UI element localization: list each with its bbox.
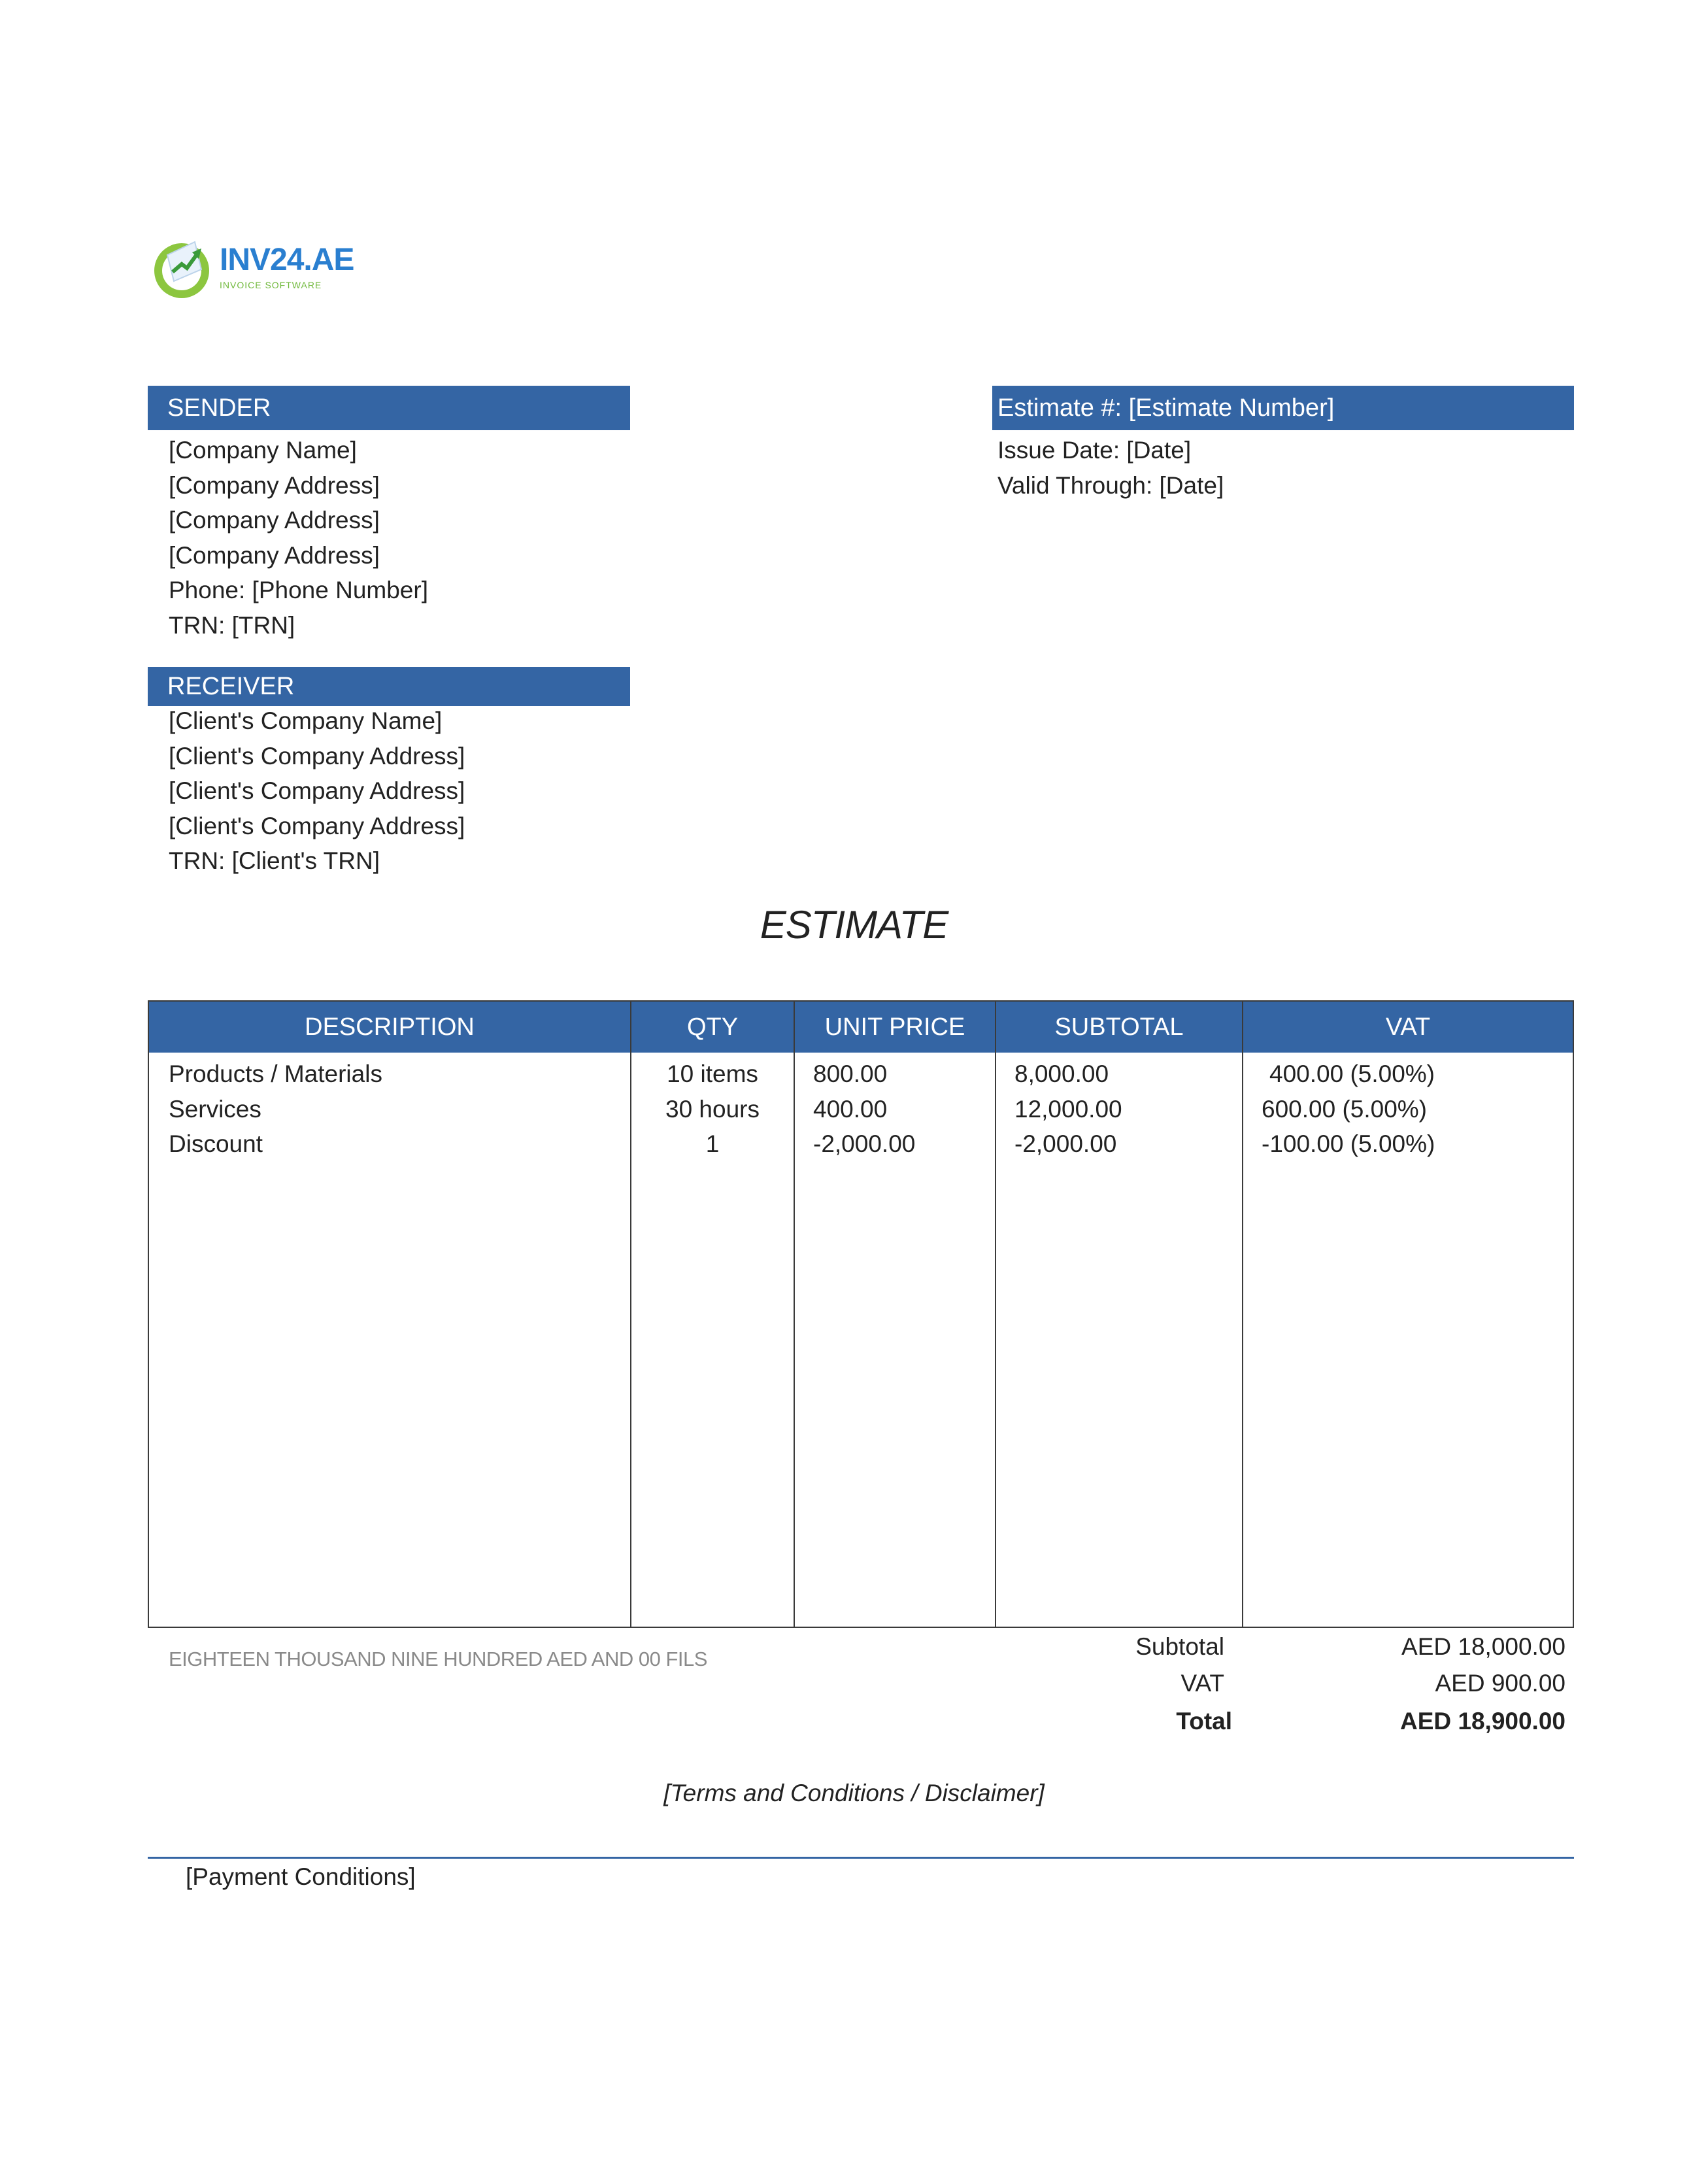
cell-vat: 400.00 (5.00%) bbox=[1269, 1060, 1435, 1087]
vat-value: AED 900.00 bbox=[1435, 1670, 1566, 1697]
payment-conditions: [Payment Conditions] bbox=[186, 1863, 416, 1890]
receiver-company-name: [Client's Company Name] bbox=[169, 707, 443, 734]
sender-heading: SENDER bbox=[148, 386, 630, 430]
items-table bbox=[148, 1000, 1574, 1628]
logo-emblem-icon bbox=[149, 235, 214, 301]
vat-column bbox=[1262, 1057, 1435, 1162]
sender-address-line: [Company Address] bbox=[169, 471, 380, 499]
cell-subtotal: 8,000.00 bbox=[1014, 1060, 1109, 1087]
sender-phone: Phone: [Phone Number] bbox=[169, 577, 428, 603]
document-title: ESTIMATE bbox=[760, 903, 948, 947]
cell-subtotal: -2,000.00 bbox=[1014, 1130, 1117, 1157]
cell-unit-price: -2,000.00 bbox=[813, 1130, 916, 1157]
terms-and-conditions: [Terms and Conditions / Disclaimer] bbox=[663, 1780, 1045, 1806]
header-description: DESCRIPTION bbox=[305, 1013, 475, 1041]
cell-vat: -100.00 (5.00%) bbox=[1262, 1130, 1435, 1157]
cell-vat: 600.00 (5.00%) bbox=[1262, 1095, 1428, 1123]
sender-company-name: [Company Name] bbox=[169, 437, 357, 464]
vat-label: VAT bbox=[1181, 1670, 1224, 1697]
cell-description: Services bbox=[169, 1095, 261, 1123]
receiver-address-line: [Client's Company Address] bbox=[169, 742, 465, 770]
cell-subtotal: 12,000.00 bbox=[1014, 1095, 1122, 1123]
unit-price-column bbox=[813, 1057, 915, 1162]
estimate-number-heading: Estimate #: [Estimate Number] bbox=[992, 386, 1574, 430]
cell-qty: 30 hours bbox=[665, 1095, 760, 1123]
receiver-heading: RECEIVER bbox=[148, 667, 630, 706]
header-qty: QTY bbox=[686, 1013, 739, 1041]
cell-unit-price: 800.00 bbox=[813, 1060, 888, 1087]
valid-through: Valid Through: [Date] bbox=[997, 471, 1224, 499]
receiver-trn: TRN: [Client's TRN] bbox=[169, 847, 380, 874]
receiver-details bbox=[169, 703, 465, 879]
estimate-details bbox=[997, 433, 1224, 503]
column-divider bbox=[995, 1002, 996, 1627]
cell-qty: 1 bbox=[705, 1130, 720, 1157]
subtotal-label: Subtotal bbox=[1135, 1633, 1224, 1660]
header-unit-price: UNIT PRICE bbox=[824, 1013, 965, 1041]
cell-unit-price: 400.00 bbox=[813, 1095, 888, 1123]
subtotal-column bbox=[1014, 1057, 1122, 1162]
subtotal-value: AED 18,000.00 bbox=[1401, 1633, 1566, 1660]
footer-divider bbox=[148, 1857, 1574, 1859]
header-vat: VAT bbox=[1385, 1013, 1431, 1041]
column-divider bbox=[1242, 1002, 1243, 1627]
header-subtotal: SUBTOTAL bbox=[1054, 1013, 1184, 1041]
logo-name: INV24.AE bbox=[220, 243, 354, 277]
sender-address-line: [Company Address] bbox=[169, 507, 380, 533]
logo-tagline: INVOICE SOFTWARE bbox=[220, 280, 322, 290]
cell-qty: 10 items bbox=[667, 1060, 758, 1087]
sender-details bbox=[169, 433, 428, 643]
column-divider bbox=[794, 1002, 795, 1627]
sender-trn: TRN: [TRN] bbox=[169, 611, 295, 639]
description-column bbox=[169, 1057, 382, 1162]
receiver-address-line: [Client's Company Address] bbox=[169, 777, 465, 804]
amount-in-words: EIGHTEEN THOUSAND NINE HUNDRED AED AND 00 FILS bbox=[169, 1648, 707, 1670]
company-logo bbox=[149, 235, 354, 301]
cell-description: Products / Materials bbox=[169, 1060, 382, 1087]
sender-address-line: [Company Address] bbox=[169, 541, 380, 569]
issue-date: Issue Date: [Date] bbox=[997, 437, 1192, 464]
cell-description: Discount bbox=[169, 1130, 263, 1157]
receiver-address-line: [Client's Company Address] bbox=[169, 812, 465, 839]
total-label: Total bbox=[1176, 1708, 1232, 1735]
qty-column bbox=[631, 1057, 794, 1162]
total-value: AED 18,900.00 bbox=[1399, 1708, 1566, 1735]
